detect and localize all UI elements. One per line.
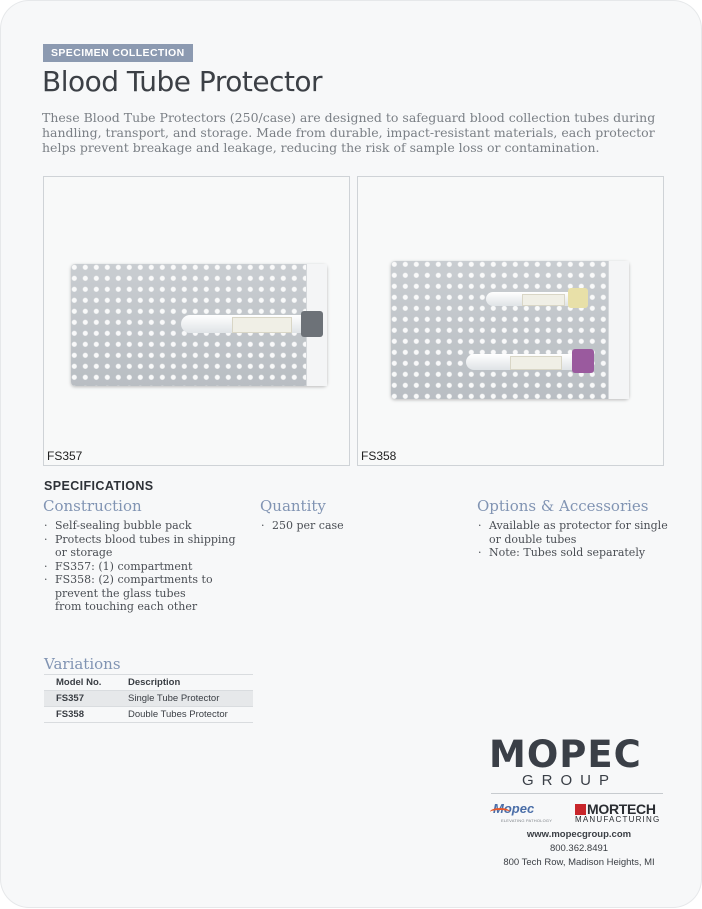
- blood-tube-image: [466, 354, 576, 370]
- list-item: · 250 per case: [260, 519, 450, 533]
- table-header-row: [44, 675, 253, 691]
- options-column: [477, 497, 677, 560]
- product-sheet: [1, 1, 701, 907]
- intro-paragraph: These Blood Tube Protectors (250/case) are designed to safeguard blood collection tubes during handling, transport, and storage. Made from durable, impact-resistant materials, each protector helps prevent breakage and leakage, reducing the risk of sample loss or contamination.: [42, 110, 656, 155]
- quantity-column: [260, 497, 450, 533]
- blood-tube-image: [486, 292, 576, 306]
- column-header: Model No.: [44, 675, 116, 691]
- list-item: · FS358: (2) compartments to prevent the glass tubes from touching each other: [43, 573, 215, 614]
- manufacturing-wordmark: MANUFACTURING: [575, 815, 661, 824]
- swoosh-icon: [490, 808, 510, 816]
- blood-tube-image: [181, 315, 309, 333]
- logo-divider: [491, 793, 663, 794]
- options-title: Options & Accessories: [477, 497, 649, 515]
- column-header: Description: [116, 675, 253, 691]
- photo-caption: FS357: [47, 449, 83, 463]
- list-item: · Protects blood tubes in shipping or storage: [43, 533, 243, 560]
- product-photo-fs357: [43, 176, 350, 466]
- product-photo-fs358: [357, 176, 664, 466]
- list-item: · Available as protector for single or double tubes: [477, 519, 677, 546]
- quantity-title: Quantity: [260, 497, 326, 515]
- tube-cap-yellow: [568, 288, 588, 308]
- construction-column: [43, 497, 243, 614]
- mopec-mini-logo: [493, 801, 534, 816]
- list-item: · Note: Tubes sold separately: [477, 546, 677, 560]
- table-row: [44, 691, 253, 707]
- photo-caption: FS358: [361, 449, 397, 463]
- table-row: [44, 707, 253, 723]
- mortech-text: MORTECH: [587, 801, 656, 817]
- variations-title: Variations: [44, 655, 121, 673]
- model-cell: FS358: [44, 707, 116, 723]
- address: 800 Tech Row, Madison Heights, MI: [503, 857, 655, 868]
- bubble-bag-image: [71, 264, 327, 386]
- group-wordmark: GROUP: [522, 772, 618, 789]
- model-cell: FS357: [44, 691, 116, 707]
- website-link[interactable]: www.mopecgroup.com: [526, 829, 632, 840]
- construction-title: Construction: [43, 497, 142, 515]
- page-title: Blood Tube Protector: [42, 65, 323, 98]
- mortech-square-icon: [575, 804, 586, 815]
- variations-table: [44, 674, 253, 723]
- seal-flap: [608, 261, 629, 399]
- mopec-tagline: ELEVATING PATHOLOGY: [501, 818, 553, 823]
- bubble-bag-image: [391, 261, 629, 399]
- tube-cap-grey: [301, 311, 323, 337]
- mopec-logo: MOPEC: [489, 733, 642, 776]
- tube-cap-purple: [572, 349, 594, 373]
- list-item: · FS357: (1) compartment: [43, 560, 243, 574]
- description-cell: Double Tubes Protector: [116, 707, 253, 723]
- category-badge: SPECIMEN COLLECTION: [43, 44, 193, 62]
- phone-number: 800.362.8491: [549, 843, 609, 854]
- mopec-mini-text: Mopec: [493, 801, 535, 816]
- list-item: · Self-sealing bubble pack: [43, 519, 243, 533]
- description-cell: Single Tube Protector: [116, 691, 253, 707]
- specifications-heading: SPECIFICATIONS: [44, 479, 154, 493]
